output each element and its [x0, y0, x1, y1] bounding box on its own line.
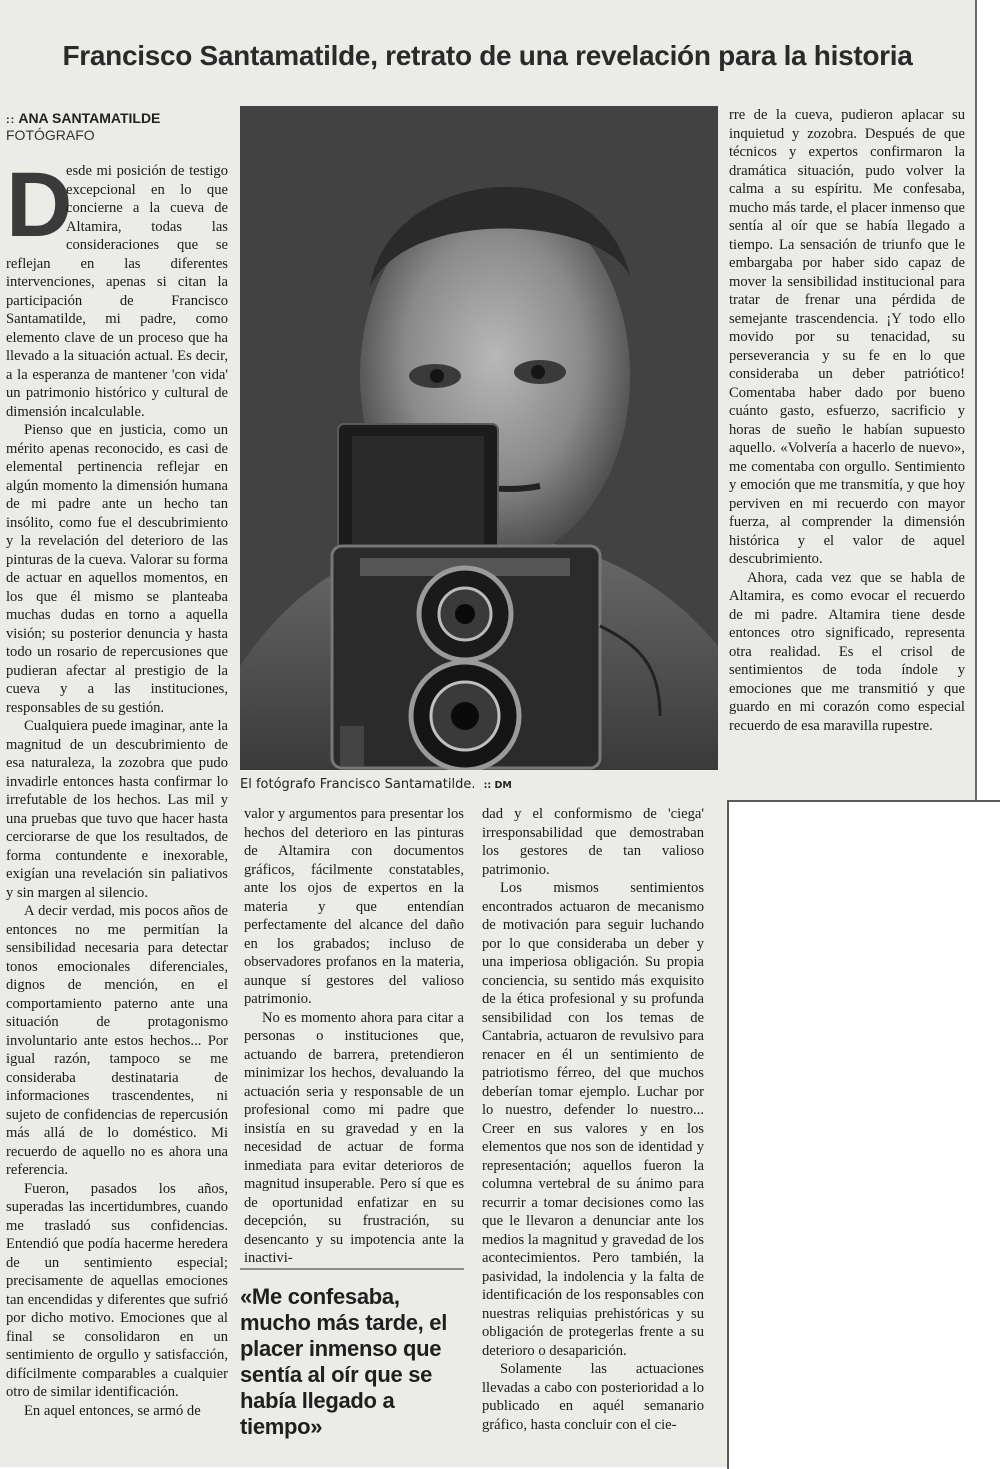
paragraph-text: esde mi posición de testigo excepcional en lo que concierne a la cueva de Altamira, todas las consideraciones que se reflejan en las diferentes intervenciones, apenas si citan la participación de Francisco Santamatilde, mi padre, como elemento clave de un proceso que ha llevado a la situación actual. Es decir, a la esperanza de mantener 'con vida' un patrimonio histórico y cultural de dimensión incalculable. — [6, 163, 228, 420]
paragraph: No es momento ahora para citar a personas o instituciones que, actuando de barrera, pretendieron minimizar los hechos, devaluando la actuación seria y responsable de un profesional como mi padre que insistía en su gravedad y en la necesidad de actuar de forma inmediata para evitar deterioros de magnitud insuperable. Pero sí que es de oportunidad enfatizar en su decepción, su frustración, su desencanto y su impotencia ante la inactivi- — [244, 1009, 464, 1266]
paragraph — [6, 154, 228, 421]
paragraph: rre de la cueva, pudieron aplacar su inquietud y zozobra. Después de que técnicos y expertos confirmaron la dramática situación, pudo volver la calma a su espíritu. Me confesaba, mucho más tarde, el placer inmenso que sentía al oír que se había llegado a tiempo. La sensación de triunfo que le embargaba por haber sido capaz de mover la sensibilidad institucional para tratar de frenar una pérdida de semejante trascendencia. ¡Y todo ello movido por su tenacidad, su perseverancia y su fe en lo que consideraba un deber patriótico! Comentaba haber dado por bueno cuánto gasto, esfuerzo, sacrificio y horas de sueño le habían supuesto aquello. «Volvería a hacerlo de nuevo», me comentaba con orgullo. Sentimiento y emoción que me transmitía, y que hoy perviven en mi recuerdo con mayor fuerza, al comprender la dimensión histórica y el valor de aquel descubrimiento. — [729, 107, 965, 567]
headline: Francisco Santamatilde, retrato de una revelación para la historia — [62, 40, 913, 71]
byline — [6, 110, 231, 143]
paragraph: Pienso que en justicia, como un mérito apenas reconocido, es casi de elemental pertinencia reflejar en algún momento la dimensión humana de mi padre ante un hecho tan insólito, como fue el descubrimiento y la revelación del deterioro de las pinturas de la cueva. Valorar su forma de actuar en aquellos momentos, en los que él mismo se planteaba muchas dudas en torno a aquella visión; su posterior denuncia y hasta todo un rosario de repercusiones que pudieran afectar al prestigio de la cueva y a las instituciones, responsables de su gestión. — [6, 422, 228, 716]
photo-illustration — [240, 106, 718, 770]
photo-credit — [484, 780, 512, 791]
byline-marker: :: — [6, 114, 16, 126]
paragraph: Los mismos sentimientos encontrados actuaron de mecanismo de motivación para seguir luchando por lo que consideraba un deber y una imperiosa obligación. Su propia conciencia, su sentido más exquisito de la ética profesional y su profunda sensibilidad con los temas de Cantabria, actuaron de revulsivo para renacer en él un sentimiento de patriotismo férreo, del que muchos deberían tomar ejemplo. Luchar por lo nuestro, defender lo nuestro... Creer en sus valores y en los elementos que nos son de identidad y representación; aquellos fueron la columna vertebral de su ánimo para recurrir a tomar decisiones como las que le llevaron a denunciar ante los medios la magnitud y gravedad de los acontecimientos. Pero también, la pasividad, la indolencia y la falta de identificación de los responsables con nuestras reliquias prehistóricas y su obligación de protegerlas frente a su deterioro o desaparición. — [482, 880, 704, 1359]
paragraph: A decir verdad, mis pocos años de entonces no me permitían la sensibilidad necesaria para detectar tonos emocionales diferenciales, dignos de mención, en el comportamiento paterno ante una situación de protagonismo involuntario ante estos hechos... Por igual razón, tampoco se me consideraba destinataria de informaciones trascendentes, ni sujeto de confidencias de repercusión más allá de lo doméstico. Mi recuerdo de aquello no es ahora una referencia. — [6, 903, 228, 1178]
caption-text: El fotógrafo Francisco Santamatilde. — [240, 777, 476, 792]
pull-quote — [240, 1268, 464, 1440]
paragraph: Solamente las actuaciones llevadas a cabo con posterioridad a lo publicado en aquél semanario gráfico, hasta concluir con el cie- — [482, 1361, 704, 1433]
paragraph: En aquel entonces, se armó de — [24, 1402, 201, 1419]
paragraph: Ahora, cada vez que se habla de Altamira, es como evocar el recuerdo de mi padre. Altamira tiene desde entonces otro significado, representa otra realidad. Es el crisol de sentimientos de toda índole y emociones que me transmitió y que guardo en mi corazón como especial recuerdo de esa maravilla rupestre. — [729, 569, 965, 734]
article-column-4 — [729, 106, 965, 735]
article-column-2 — [244, 805, 464, 1268]
author-name — [6, 110, 231, 126]
portrait-photo — [240, 106, 718, 770]
credit-text: DM — [494, 780, 512, 791]
photo-caption — [240, 777, 718, 792]
drop-cap: D — [6, 154, 73, 256]
clipping-edge — [975, 0, 977, 802]
article-column-1 — [6, 154, 228, 1420]
paragraph: dad y el conformismo de 'ciega' irresponsabilidad que demostraban los gestores de tan valioso patrimonio. — [482, 806, 704, 878]
cutout-area — [727, 800, 1000, 1469]
article-column-3 — [482, 805, 704, 1434]
author-role: FOTÓGRAFO — [6, 127, 95, 143]
paragraph: valor y argumentos para presentar los hechos del deterioro en las pinturas de Altamira con documentos gráficos, fácilmente constatables, ante los ojos de expertos en la materia y que entendían perfectamente del alcance del daño en los grabados; incluso de observadores profanos en la materia, aunque sí gestores del valioso patrimonio. — [244, 806, 464, 1007]
paragraph: Fueron, pasados los años, superadas las incertidumbres, cuando me trasladó sus confidencias. Entendió que podía hacerme heredera de un sentimiento especial; precisamente de aquellas emociones tan encendidas y diferentes que sufrió por dicho motivo. Emociones que al final se consolidaron en un sentimiento de orgullo y satisfacción, difícilmente comparables a cualquier otro de similar identificación. — [6, 1180, 228, 1400]
pull-quote-text: «Me confesaba, mucho más tarde, el placer inmenso que sentía al oír que se había llegado a tiempo» — [240, 1284, 448, 1439]
credit-marker: :: — [483, 780, 492, 791]
author-text: ANA SANTAMATILDE — [18, 110, 161, 126]
paragraph: Cualquiera puede imaginar, ante la magnitud de un descubrimiento de esa naturaleza, la zozobra que pudo invadirle entonces hasta confirmar lo irrefutable de los hechos. Las mil y una pruebas que tuvo que hacer hasta cerciorarse de que los resultados, de forma contundente e inexorable, exigían una revelación sin paliativos y sin margen al silencio. — [6, 718, 228, 901]
